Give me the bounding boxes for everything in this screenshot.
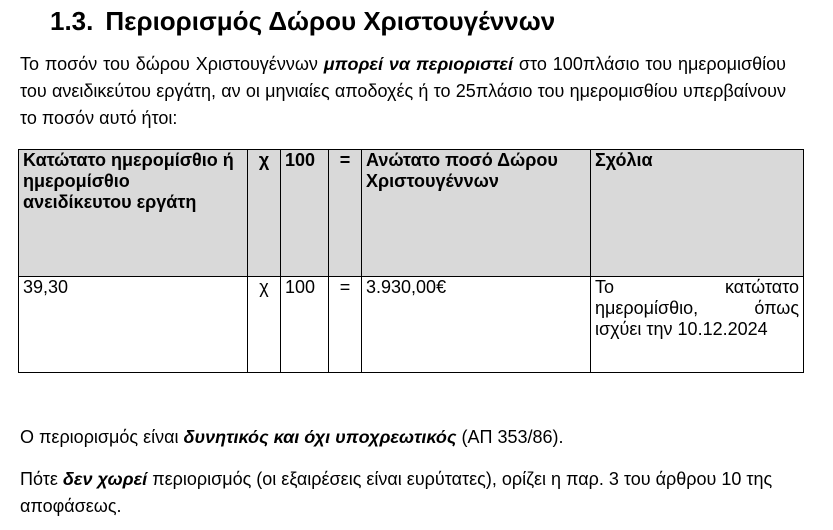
header-comments: Σχόλια [591, 150, 804, 277]
note2-text-start: Πότε [20, 469, 63, 489]
table-header-row [19, 150, 804, 277]
intro-text-start: Το ποσόν του δώρου Χριστουγέννων [20, 54, 324, 74]
section-title: Περιορισμός Δώρου Χριστουγέννων [105, 6, 556, 36]
section-heading [50, 4, 555, 38]
cell-minimum-wage: 39,30 [19, 277, 248, 373]
cell-comments: Το κατώτατο ημερομίσθιο, όπως ισχύει την 10.12.2024 [591, 277, 804, 373]
exceptions-note [20, 466, 790, 520]
christmas-bonus-limit-table [18, 149, 804, 373]
header-minimum-wage: Κατώτατο ημερομίσθιο ή ημερομίσθιο ανειδίκευτου εργάτη [19, 150, 248, 277]
note2-emphasis: δεν χωρεί [62, 469, 148, 489]
note1-emphasis: δυνητικός και όχι υποχρεωτικός [183, 427, 457, 447]
intro-text-end: στο 100πλάσιο του ημερομισθίου του ανειδικεύτου εργάτη, αν οι μηνιαίες αποδοχές ή το 25πλάσιο του ημερομισθίου υπερβαίνουν το ποσόν αυτό ήτοι: [20, 54, 786, 128]
cell-max-amount: 3.930,00€ [362, 277, 591, 373]
intro-paragraph [20, 51, 786, 132]
cell-multiply: χ [248, 277, 281, 373]
note2-text-end: περιορισμός (οι εξαιρέσεις είναι ευρύτατες), ορίζει η παρ. 3 του άρθρου 10 της αποφάσεως. [20, 469, 773, 516]
header-max-amount: Ανώτατο ποσό Δώρου Χριστουγέννων [362, 150, 591, 277]
table-row [19, 277, 804, 373]
section-number: 1.3. [50, 6, 94, 36]
intro-emphasis: μπορεί να περιοριστεί [323, 54, 514, 74]
note1-text-end: (ΑΠ 353/86). [456, 427, 564, 447]
header-factor: 100 [281, 150, 329, 277]
note1-text-start: Ο περιορισμός είναι [20, 427, 184, 447]
header-multiply: χ [248, 150, 281, 277]
header-equals: = [329, 150, 362, 277]
optional-limit-note [20, 424, 564, 451]
cell-equals: = [329, 277, 362, 373]
cell-factor: 100 [281, 277, 329, 373]
